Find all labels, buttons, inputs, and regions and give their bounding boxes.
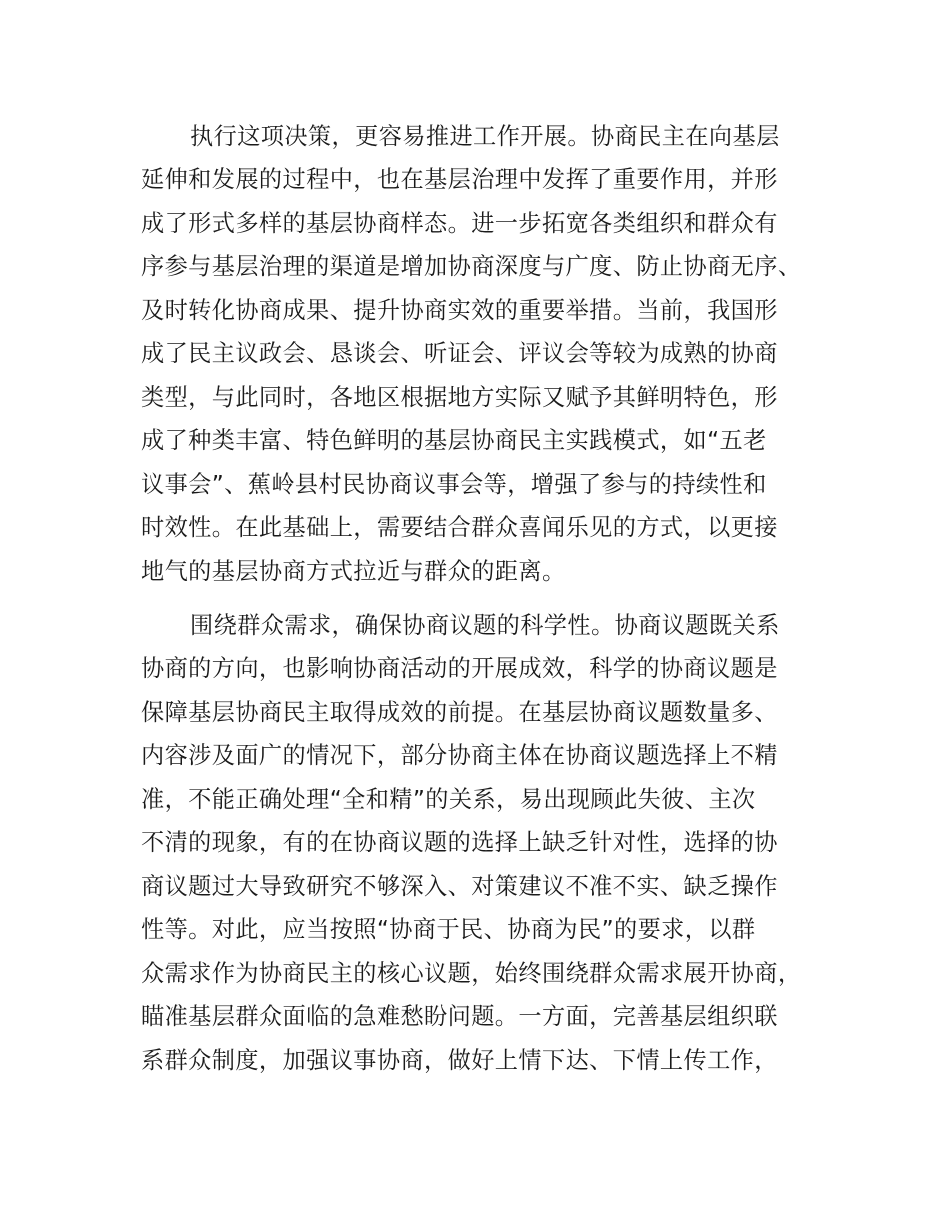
text-line: 成了民主议政会、恳谈会、听证会、评议会等较为成熟的协商 [141, 340, 778, 367]
text-line: 准，不能正确处理“全和精”的关系，易出现顾此失彼、主次 [141, 786, 756, 813]
text-line: 时效性。在此基础上，需要结合群众喜闻乐见的方式，以更接 [141, 514, 778, 541]
text-line: 议事会”、蕉岭县村民协商议事会等，增强了参与的持续性和 [141, 471, 767, 498]
text-line: 性等。对此，应当按照“协商于民、协商为民”的要求，以群 [141, 916, 756, 943]
text-line: 地气的基层协商方式拉近与群众的距离。 [141, 558, 566, 585]
text-line: 不清的现象，有的在协商议题的选择上缺乏针对性，选择的协 [141, 829, 778, 856]
text-line: 执行这项决策，更容易推进工作开展。协商民主在向基层 [190, 123, 780, 150]
text-line: 及时转化协商成果、提升协商实效的重要举措。当前，我国形 [141, 297, 778, 324]
text-line: 内容涉及面广的情况下，部分协商主体在协商议题选择上不精 [141, 742, 778, 769]
text-line: 保障基层协商民主取得成效的前提。在基层协商议题数量多、 [141, 699, 778, 726]
text-line: 延伸和发展的过程中，也在基层治理中发挥了重要作用，并形 [141, 166, 778, 193]
text-line: 众需求作为协商民主的核心议题，始终围绕群众需求展开协商， [141, 960, 802, 987]
text-line: 围绕群众需求，确保协商议题的科学性。协商议题既关系 [190, 612, 780, 639]
text-line: 序参与基层治理的渠道是增加协商深度与广度、防止协商无序、 [141, 253, 802, 280]
text-line: 协商的方向，也影响协商活动的开展成效，科学的协商议题是 [141, 655, 778, 682]
text-line: 成了种类丰富、特色鲜明的基层协商民主实践模式，如“五老 [141, 427, 767, 454]
text-line: 成了形式多样的基层协商样态。进一步拓宽各类组织和群众有 [141, 210, 778, 237]
text-line: 系群众制度，加强议事协商，做好上情下达、下情上传工作， [141, 1047, 778, 1074]
text-line: 瞄准基层群众面临的急难愁盼问题。一方面，完善基层组织联 [141, 1003, 778, 1030]
text-line: 商议题过大导致研究不够深入、对策建议不准不实、缺乏操作 [141, 873, 778, 900]
text-line: 类型，与此同时，各地区根据地方实际又赋予其鲜明特色，形 [141, 384, 778, 411]
